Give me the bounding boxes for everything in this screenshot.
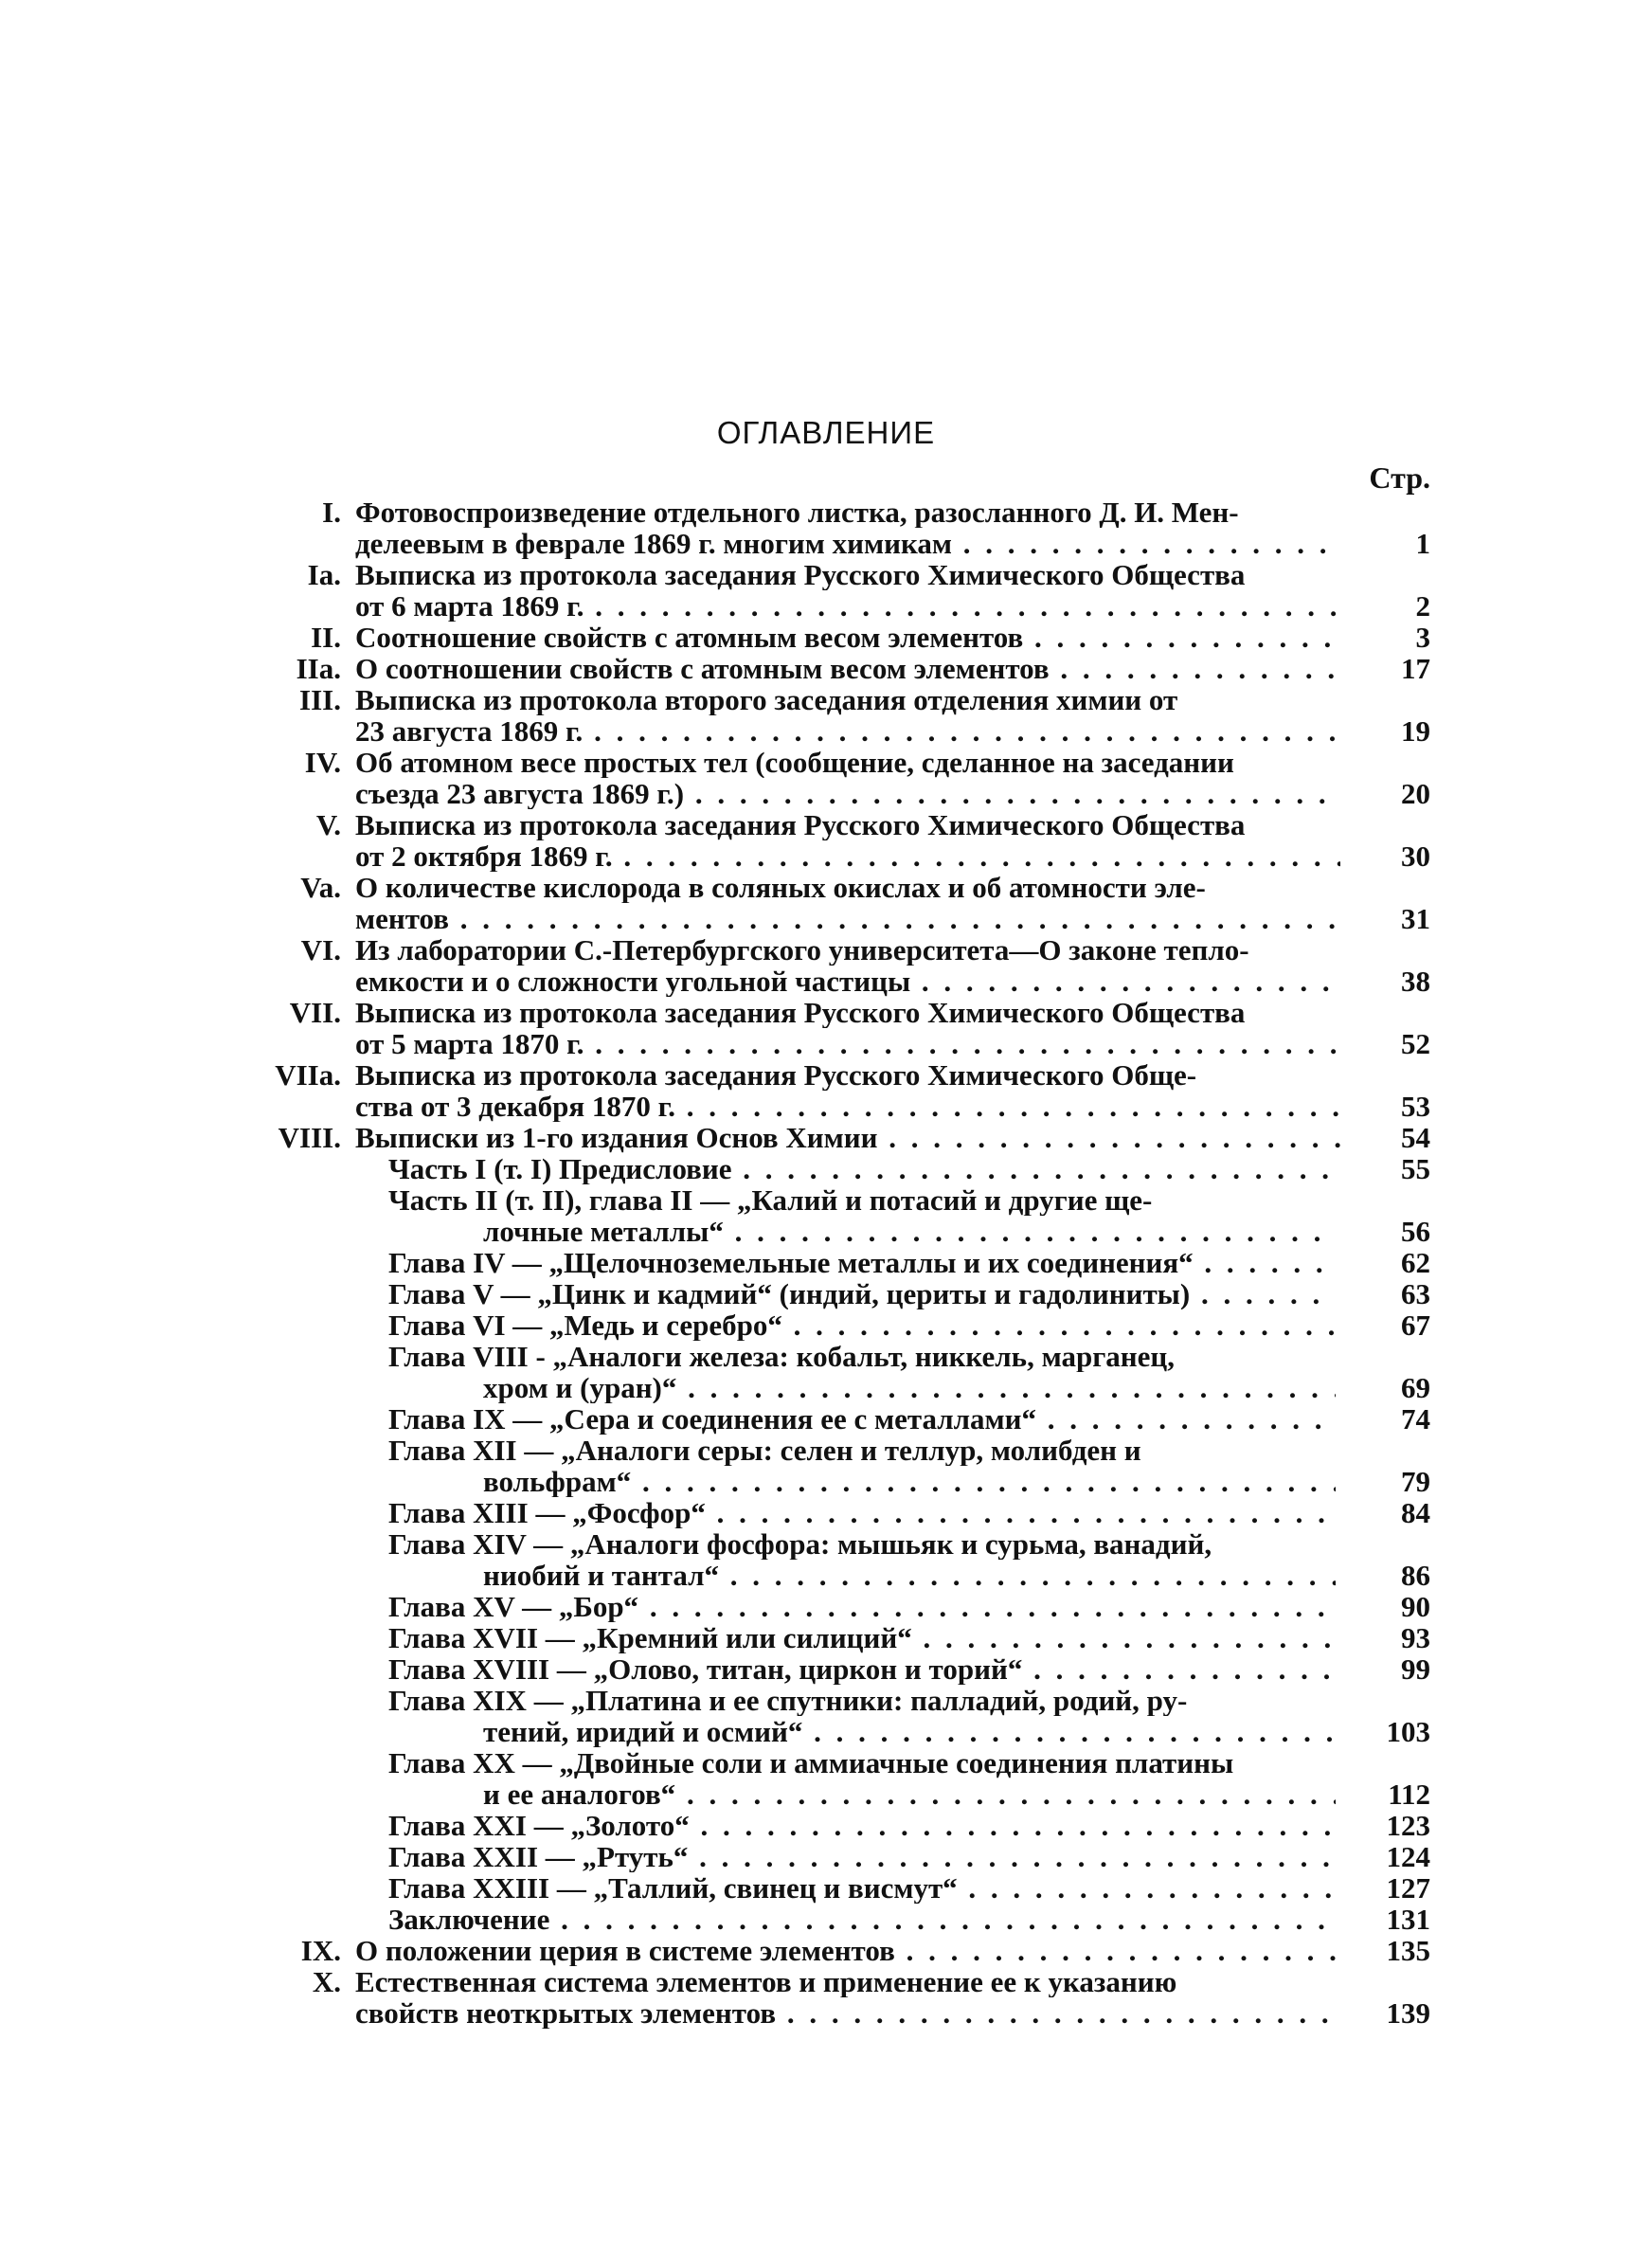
toc-entry-line: Соотношение свойств с атомным весом элементов . . . xyxy=(355,622,1340,653)
toc-entry-line: Глава IX — „Сера и соединения ее с металлами“ . . . xyxy=(388,1403,1336,1435)
toc-entry-line: О соотношении свойств с атомным весом элементов . . . xyxy=(355,653,1340,684)
toc-entry-title xyxy=(388,1278,1336,1309)
toc-entry-line: Выписка из протокола заседания Русского Химического Общества xyxy=(355,997,1246,1028)
toc-entry-line: Глава XXIII — „Таллий, свинец и висмут“ . . . xyxy=(388,1872,1336,1904)
toc-entry-title xyxy=(388,1497,1336,1528)
toc-entry-page: 93 xyxy=(1401,1621,1430,1654)
toc-entry-title xyxy=(388,1435,1336,1497)
toc-entry-page: 17 xyxy=(1401,652,1430,685)
toc-entry-number: X. xyxy=(312,1965,341,1998)
toc-entry-page: 74 xyxy=(1401,1402,1430,1435)
toc-entry-line: Глава XIX — „Платина и ее спутники: палладий, родий, ру- xyxy=(388,1685,1188,1716)
toc-entry-page: 54 xyxy=(1401,1121,1430,1154)
toc-entry-line: Естественная система элементов и применение ее к указанию xyxy=(355,1966,1177,1997)
toc-entry-line: съезда 23 августа 1869 г.) . . . xyxy=(355,778,1340,809)
toc-entry-title xyxy=(388,1685,1336,1747)
toc-entry-page: 131 xyxy=(1386,1903,1430,1936)
toc-entry-line: Глава V — „Цинк и кадмий“ (индий, цериты и гадолиниты) . . . xyxy=(388,1278,1336,1309)
toc-entry-line: Из лаборатории С.-Петербургского университета—О законе тепло- xyxy=(355,934,1249,966)
toc-entry-page: 31 xyxy=(1401,902,1430,935)
toc-entry-title xyxy=(388,1309,1336,1341)
toc-entry-line: Глава XIII — „Фосфор“ . . . xyxy=(388,1497,1336,1528)
toc-entry-page: 63 xyxy=(1401,1277,1430,1310)
toc-entry-title xyxy=(388,1841,1336,1872)
toc-entry-title xyxy=(388,1184,1336,1247)
toc-entry-title xyxy=(388,1247,1336,1278)
toc-entry-line: ства от 3 декабря 1870 г. . . . xyxy=(355,1091,1340,1122)
toc-entry-page: 20 xyxy=(1401,777,1430,810)
toc-entry-number: I. xyxy=(322,496,341,529)
toc-entry-line: Заключение . . . xyxy=(388,1904,1336,1935)
toc-entry-number: IX. xyxy=(300,1934,341,1967)
toc-entry-line: от 5 марта 1870 г. . . . xyxy=(355,1028,1340,1059)
toc-entry-page: 2 xyxy=(1415,589,1430,623)
toc-entry-line: тений, иридий и осмий“ . . . xyxy=(388,1716,1336,1747)
toc-entry-line: ниобий и тантал“ . . . xyxy=(388,1560,1336,1591)
toc-entry-line: Глава XXII — „Ртуть“ . . . xyxy=(388,1841,1336,1872)
toc-entry-line: и ее аналогов“ . . . xyxy=(388,1779,1336,1810)
toc-entry-page: 103 xyxy=(1386,1715,1430,1748)
toc-entry-line: делеевым в феврале 1869 г. многим химикам . . . xyxy=(355,528,1340,559)
toc-entry-page: 19 xyxy=(1401,714,1430,748)
toc-entry-line: Выписка из протокола заседания Русского Химического Обще- xyxy=(355,1059,1197,1091)
toc-entry-page: 53 xyxy=(1401,1090,1430,1123)
toc-entry-line: Глава VIII - „Аналоги железа: кобальт, никкель, марганец, xyxy=(388,1341,1176,1372)
toc-entry-line: Об атомном весе простых тел (сообщение, сделанное на заседании xyxy=(355,747,1234,778)
toc-entry-number: II. xyxy=(311,621,341,654)
toc-entry-line: Глава IV — „Щелочноземельные металлы и их соединения“ . . . xyxy=(388,1247,1336,1278)
toc-entry-page: 56 xyxy=(1401,1215,1430,1248)
toc-entry-page: 90 xyxy=(1401,1590,1430,1623)
toc-entry-number: VIII. xyxy=(278,1121,341,1154)
toc-entry-page: 1 xyxy=(1415,527,1430,560)
toc-entry-line: Глава XIV — „Аналоги фосфора: мышьяк и сурьма, ванадий, xyxy=(388,1528,1212,1560)
toc-entry-line: Часть II (т. II), глава II — „Калий и потасий и другие ще- xyxy=(388,1184,1153,1216)
toc-entry-title xyxy=(388,1591,1336,1622)
toc-entry-page: 123 xyxy=(1386,1809,1430,1842)
toc-entry-line: от 2 октября 1869 г. . . . xyxy=(355,840,1340,872)
toc-entry-title xyxy=(355,1966,1340,2029)
toc-entry-number: Va. xyxy=(300,871,341,904)
toc-entry-line: Глава XV — „Бор“ . . . xyxy=(388,1591,1336,1622)
toc-entry-line: от 6 марта 1869 г. . . . xyxy=(355,590,1340,622)
toc-entry-line: Выписка из протокола второго заседания отделения химии от xyxy=(355,684,1178,715)
toc-entry-line: Фотовоспроизведение отдельного листка, разосланного Д. И. Мен- xyxy=(355,497,1239,528)
toc-entry-line: лочные металлы“ . . . xyxy=(388,1216,1336,1247)
toc-entry-title xyxy=(355,684,1340,747)
toc-entry-page: 99 xyxy=(1401,1652,1430,1686)
toc-entry-line: Глава VI — „Медь и серебро“ . . . xyxy=(388,1309,1336,1341)
toc-entry-number: III. xyxy=(299,683,341,716)
toc-entry-page: 79 xyxy=(1401,1465,1430,1498)
toc-entry-title xyxy=(388,1653,1336,1685)
page-column-label: Стр. xyxy=(1369,460,1430,495)
toc-entry-line: хром и (уран)“ . . . xyxy=(388,1372,1336,1403)
toc-entry-number: IIa. xyxy=(296,652,341,685)
toc-entry-title xyxy=(388,1747,1336,1810)
toc-entry-number: Ia. xyxy=(307,558,341,591)
toc-entry-line: О количестве кислорода в соляных окислах и об атомности эле- xyxy=(355,872,1206,903)
toc-entry-number: VI. xyxy=(300,933,341,966)
toc-entry-title xyxy=(388,1403,1336,1435)
toc-entry-title xyxy=(388,1153,1336,1184)
toc-entry-title xyxy=(388,1528,1336,1591)
toc-entry-page: 69 xyxy=(1401,1371,1430,1404)
toc-entry-line: Выписка из протокола заседания Русского Химического Общества xyxy=(355,559,1246,590)
toc-entry-title xyxy=(355,934,1340,997)
toc-entry-number: VIIa. xyxy=(275,1058,341,1092)
toc-entry-line: Глава XVII — „Кремний или силиций“ . . . xyxy=(388,1622,1336,1653)
toc-entry-line: Часть I (т. I) Предисловие . . . xyxy=(388,1153,1336,1184)
toc-entry-number: IV. xyxy=(304,746,341,779)
toc-entry-page: 3 xyxy=(1415,621,1430,654)
toc-entry-number: V. xyxy=(315,808,341,841)
toc-entry-title xyxy=(388,1810,1336,1841)
toc-entry-line: 23 августа 1869 г. . . . xyxy=(355,715,1340,747)
toc-entry-title xyxy=(355,809,1340,872)
toc-entry-number: VII. xyxy=(289,996,341,1029)
toc-entry-line: ментов . . . xyxy=(355,903,1340,934)
toc-entry-page: 84 xyxy=(1401,1496,1430,1529)
toc-entry-title xyxy=(388,1622,1336,1653)
toc-entry-title xyxy=(388,1341,1336,1403)
toc-entry-title xyxy=(355,653,1340,684)
toc-entry-page: 127 xyxy=(1386,1871,1430,1905)
toc-entry-line: вольфрам“ . . . xyxy=(388,1466,1336,1497)
toc-entry-title xyxy=(355,747,1340,809)
toc-entry-title xyxy=(355,1935,1340,1966)
toc-entry-title xyxy=(355,1122,1340,1153)
toc-entry-line: свойств неоткрытых элементов . . . xyxy=(355,1997,1340,2029)
toc-entry-line: Глава XX — „Двойные соли и аммиачные соединения платины xyxy=(388,1747,1234,1779)
toc-entry-title xyxy=(355,872,1340,934)
page-title: ОГЛАВЛЕНИЕ xyxy=(716,415,936,450)
toc-entry-page: 52 xyxy=(1401,1027,1430,1060)
toc-entry-page: 55 xyxy=(1401,1152,1430,1185)
toc-entry-title xyxy=(355,497,1340,559)
toc-entry-page: 30 xyxy=(1401,840,1430,873)
toc-entry-line: Глава XVIII — „Олово, титан, циркон и торий“ . . . xyxy=(388,1653,1336,1685)
toc-entry-line: Выписка из протокола заседания Русского Химического Общества xyxy=(355,809,1246,840)
toc-entry-page: 86 xyxy=(1401,1559,1430,1592)
toc-entry-page: 38 xyxy=(1401,965,1430,998)
toc-entry-line: Глава XXI — „Золото“ . . . xyxy=(388,1810,1336,1841)
toc-entry-title xyxy=(355,997,1340,1059)
toc-entry-line: Выписки из 1-го издания Основ Химии . . . xyxy=(355,1122,1340,1153)
toc-entry-line: Глава XII — „Аналоги серы: селен и теллур, молибден и xyxy=(388,1435,1141,1466)
toc-entry-page: 62 xyxy=(1401,1246,1430,1279)
toc-entry-page: 112 xyxy=(1388,1778,1430,1811)
toc-entry-title xyxy=(355,1059,1340,1122)
toc-entry-page: 135 xyxy=(1386,1934,1430,1967)
toc-entry-title xyxy=(388,1904,1336,1935)
toc-entry-title xyxy=(388,1872,1336,1904)
toc-entry-line: емкости и о сложности угольной частицы . . . xyxy=(355,966,1340,997)
toc-entry-title xyxy=(355,559,1340,622)
toc-entry-page: 124 xyxy=(1386,1840,1430,1873)
toc-entry-line: О положении церия в системе элементов . . . xyxy=(355,1935,1340,1966)
toc-entry-page: 67 xyxy=(1401,1309,1430,1342)
toc-entry-page: 139 xyxy=(1386,1996,1430,2030)
toc-entry-title xyxy=(355,622,1340,653)
